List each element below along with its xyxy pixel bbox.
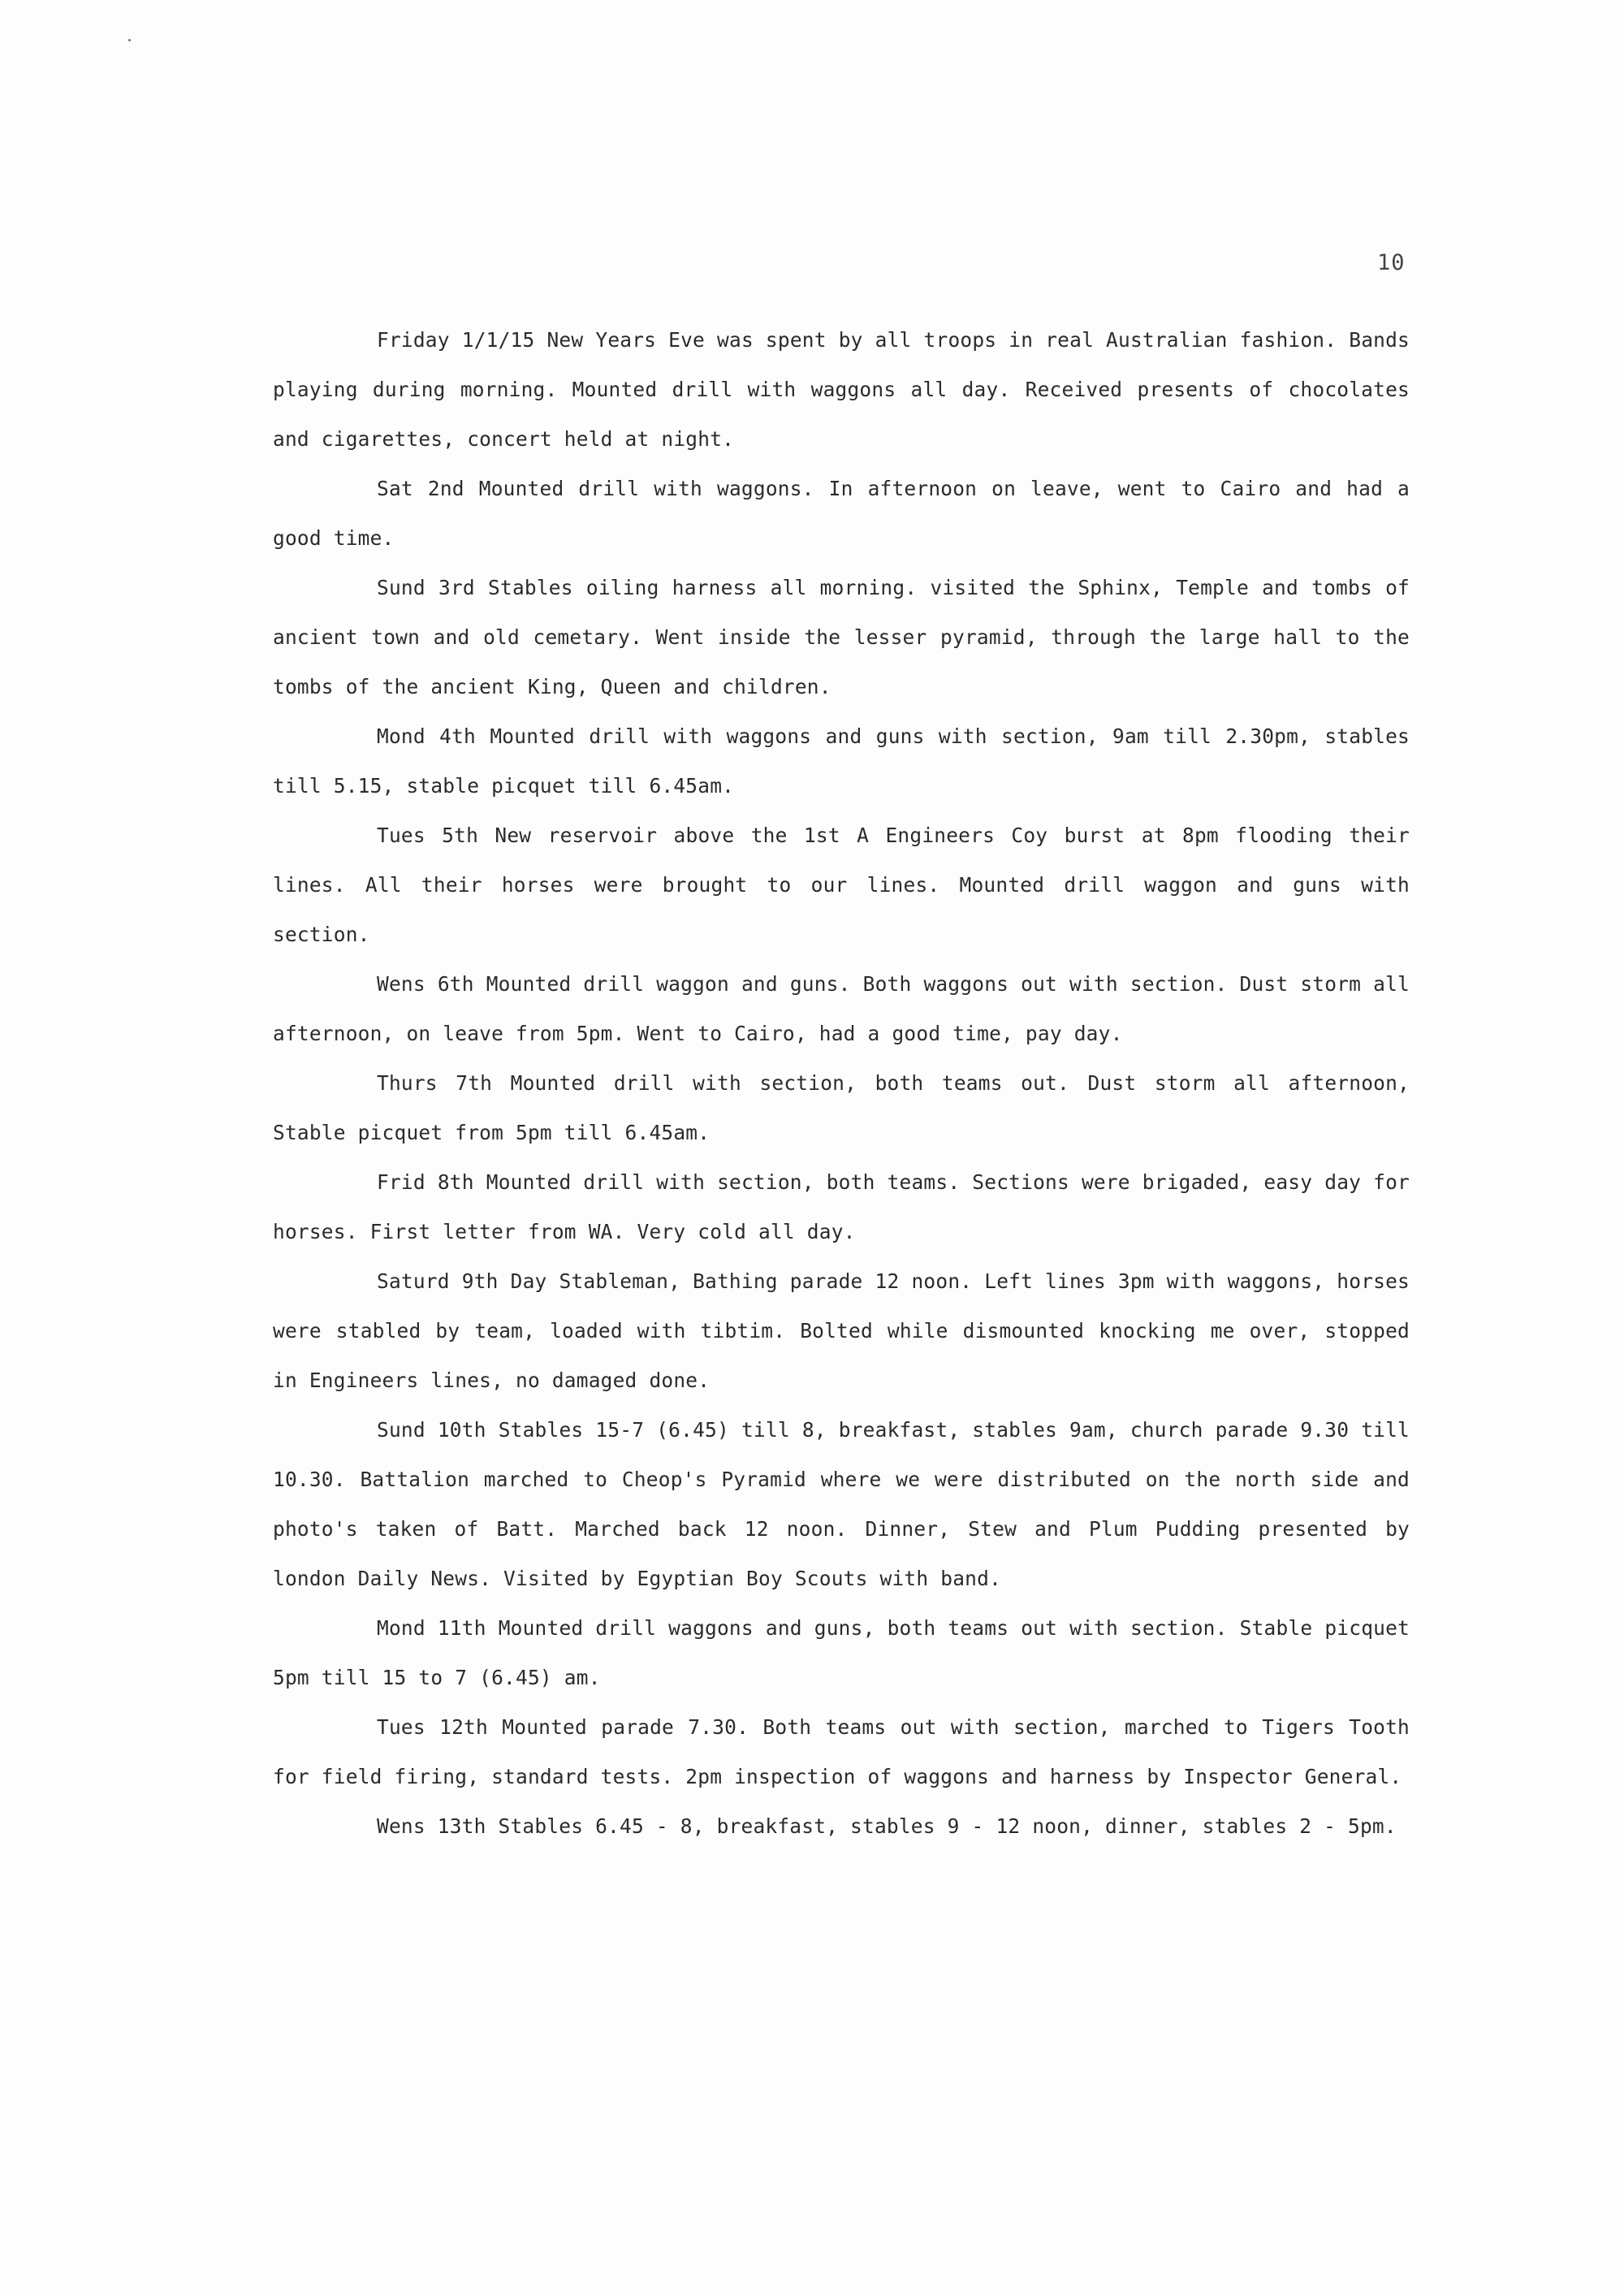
diary-entry-10: Sund 10th Stables 15-7 (6.45) till 8, breakfast, stables 9am, church parade 9.30 till 10.30. Battalion marched to Cheop's Pyramid where we were distributed on the north side and photo's taken of Batt. Marched back 12 noon. Dinner, Stew and Plum Pudding presented by london Daily News. Visited by Egyptian Boy Scouts with band. xyxy=(273,1418,1410,1590)
diary-entry-8: Frid 8th Mounted drill with section, both teams. Sections were brigaded, easy day for horses. First letter from WA. Very cold all day. xyxy=(273,1170,1410,1243)
diary-entry-7: Thurs 7th Mounted drill with section, both teams out. Dust storm all afternoon, Stable picquet from 5pm till 6.45am. xyxy=(273,1071,1410,1144)
diary-body xyxy=(273,315,1410,1851)
diary-entry-13: Wens 13th Stables 6.45 - 8, breakfast, stables 9 - 12 noon, dinner, stables 2 - 5pm. xyxy=(377,1814,1397,1838)
diary-entry-5: Tues 5th New reservoir above the 1st A Engineers Coy burst at 8pm flooding their lines. All their horses were brought to our lines. Mounted drill waggon and guns with section. xyxy=(273,824,1410,946)
diary-entry-1: Friday 1/1/15 New Years Eve was spent by all troops in real Australian fashion. Bands playing during morning. Mounted drill with waggons all day. Received presents of chocolates and cigarettes, concert held at night. xyxy=(273,328,1410,451)
page-number: 10 xyxy=(1377,250,1406,275)
paper-speck xyxy=(128,39,131,41)
diary-entry-9: Saturd 9th Day Stableman, Bathing parade 12 noon. Left lines 3pm with waggons, horses were stabled by team, loaded with tibtim. Bolted while dismounted knocking me over, stopped in Engineers lines, no damaged done. xyxy=(273,1269,1410,1392)
diary-entry-4: Mond 4th Mounted drill with waggons and guns with section, 9am till 2.30pm, stables till 5.15, stable picquet till 6.45am. xyxy=(273,724,1410,798)
diary-entry-2: Sat 2nd Mounted drill with waggons. In afternoon on leave, went to Cairo and had a good time. xyxy=(273,477,1410,550)
diary-entry-3: Sund 3rd Stables oiling harness all morning. visited the Sphinx, Temple and tombs of ancient town and old cemetary. Went inside the lesser pyramid, through the large hall to the tombs of the ancient King, Queen and children. xyxy=(273,576,1410,698)
diary-entry-12: Tues 12th Mounted parade 7.30. Both teams out with section, marched to Tigers Tooth for field firing, standard tests. 2pm inspection of waggons and harness by Inspector General. xyxy=(273,1715,1410,1788)
diary-entry-11: Mond 11th Mounted drill waggons and guns, both teams out with section. Stable picquet 5pm till 15 to 7 (6.45) am. xyxy=(273,1616,1410,1689)
diary-entry-6: Wens 6th Mounted drill waggon and guns. Both waggons out with section. Dust storm all afternoon, on leave from 5pm. Went to Cairo, had a good time, pay day. xyxy=(273,972,1410,1045)
